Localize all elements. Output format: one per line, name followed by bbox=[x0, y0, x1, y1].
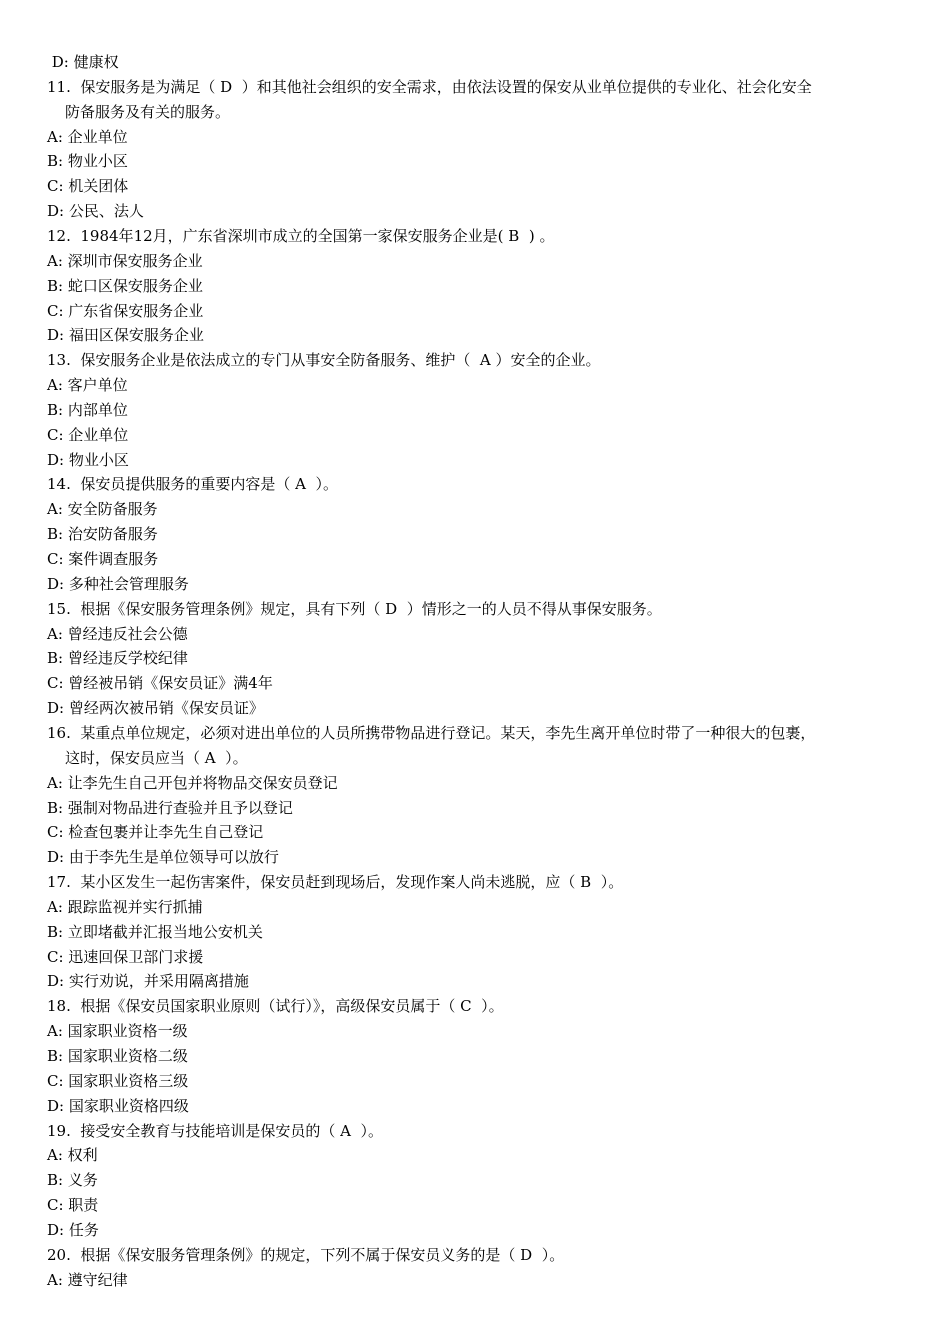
question-line: 13. 保安服务企业是依法成立的专门从事安全防备服务、维护（ A ）安全的企业。 bbox=[47, 351, 601, 370]
answer-option: B: 强制对物品进行查验并且予以登记 bbox=[47, 798, 293, 817]
answer-option: D: 国家职业资格四级 bbox=[47, 1096, 189, 1115]
question-line: 16. 某重点单位规定，必须对进出单位的人员所携带物品进行登记。某天，李先生离开单位时带了一种很大的包裹， bbox=[47, 723, 816, 742]
question-line: 14. 保安员提供服务的重要内容是（ A ）。 bbox=[47, 475, 339, 494]
answer-option: B: 曾经违反学校纪律 bbox=[47, 649, 188, 668]
answer-option: A: 安全防备服务 bbox=[47, 500, 158, 519]
answer-option: D: 健康权 bbox=[47, 53, 119, 71]
answer-option: D: 物业小区 bbox=[47, 450, 129, 469]
answer-option: C: 职责 bbox=[47, 1196, 99, 1215]
answer-option: C: 国家职业资格三级 bbox=[47, 1071, 189, 1090]
answer-option: C: 广东省保安服务企业 bbox=[47, 301, 204, 320]
answer-option: D: 福田区保安服务企业 bbox=[47, 326, 204, 345]
question-line: 17. 某小区发生一起伤害案件，保安员赶到现场后，发现作案人尚未逃脱，应（ B ）。 bbox=[47, 873, 624, 892]
answer-option: C: 曾经被吊销《保安员证》满4年 bbox=[47, 674, 273, 693]
answer-option: A: 遵守纪律 bbox=[47, 1270, 128, 1289]
answer-option: D: 公民、法人 bbox=[47, 202, 144, 221]
answer-option: A: 客户单位 bbox=[47, 376, 128, 395]
question-line: 12. 1984年12月，广东省深圳市成立的全国第一家保安服务企业是( B ) 。 bbox=[47, 226, 555, 245]
answer-option: D: 由于李先生是单位领导可以放行 bbox=[47, 848, 279, 867]
answer-option: A: 权利 bbox=[47, 1146, 98, 1165]
answer-option: C: 迅速回保卫部门求援 bbox=[47, 947, 204, 966]
answer-option: C: 案件调查服务 bbox=[47, 550, 159, 568]
question-line: 15. 根据《保安服务管理条例》规定，具有下列（ D ）情形之一的人员不得从事保安服务。 bbox=[47, 599, 662, 618]
answer-option: B: 立即堵截并汇报当地公安机关 bbox=[47, 922, 263, 941]
answer-option: D: 实行劝说，并采用隔离措施 bbox=[47, 972, 249, 991]
question-line: 18. 根据《保安员国家职业原则（试行）》，高级保安员属于（ C ）。 bbox=[47, 997, 504, 1016]
answer-option: D: 多种社会管理服务 bbox=[47, 574, 189, 593]
question-line: 20. 根据《保安服务管理条例》的规定，下列不属于保安员义务的是（ D ）。 bbox=[47, 1245, 565, 1264]
answer-option: B: 内部单位 bbox=[47, 400, 128, 419]
question-line: 11. 保安服务是为满足（ D ）和其他社会组织的安全需求，由依法设置的保安从业单位提供的专业化、社会化安全 bbox=[47, 77, 812, 96]
answer-option: A: 跟踪监视并实行抓捕 bbox=[47, 897, 203, 916]
answer-option: B: 蛇口区保安服务企业 bbox=[47, 276, 203, 295]
answer-option: C: 企业单位 bbox=[47, 425, 129, 444]
question-continuation: 这时，保安员应当（ A ）。 bbox=[65, 748, 248, 767]
answer-option: A: 深圳市保安服务企业 bbox=[47, 251, 203, 270]
answer-option: B: 物业小区 bbox=[47, 152, 128, 171]
answer-option: B: 治安防备服务 bbox=[47, 525, 158, 544]
answer-option: B: 国家职业资格二级 bbox=[47, 1047, 188, 1065]
answer-option: C: 机关团体 bbox=[47, 177, 129, 196]
answer-option: B: 义务 bbox=[47, 1171, 98, 1190]
answer-option: D: 任务 bbox=[47, 1220, 99, 1239]
answer-option: A: 国家职业资格一级 bbox=[47, 1022, 188, 1041]
answer-option: A: 曾经违反社会公德 bbox=[47, 624, 188, 643]
question-line: 19. 接受安全教育与技能培训是保安员的（ A ）。 bbox=[47, 1121, 384, 1140]
answer-option: D: 曾经两次被吊销《保安员证》 bbox=[47, 699, 264, 718]
question-continuation: 防备服务及有关的服务。 bbox=[65, 102, 231, 121]
answer-option: A: 企业单位 bbox=[47, 127, 128, 146]
answer-option: C: 检查包裹并让李先生自己登记 bbox=[47, 823, 264, 842]
answer-option: A: 让李先生自己开包并将物品交保安员登记 bbox=[47, 773, 338, 792]
